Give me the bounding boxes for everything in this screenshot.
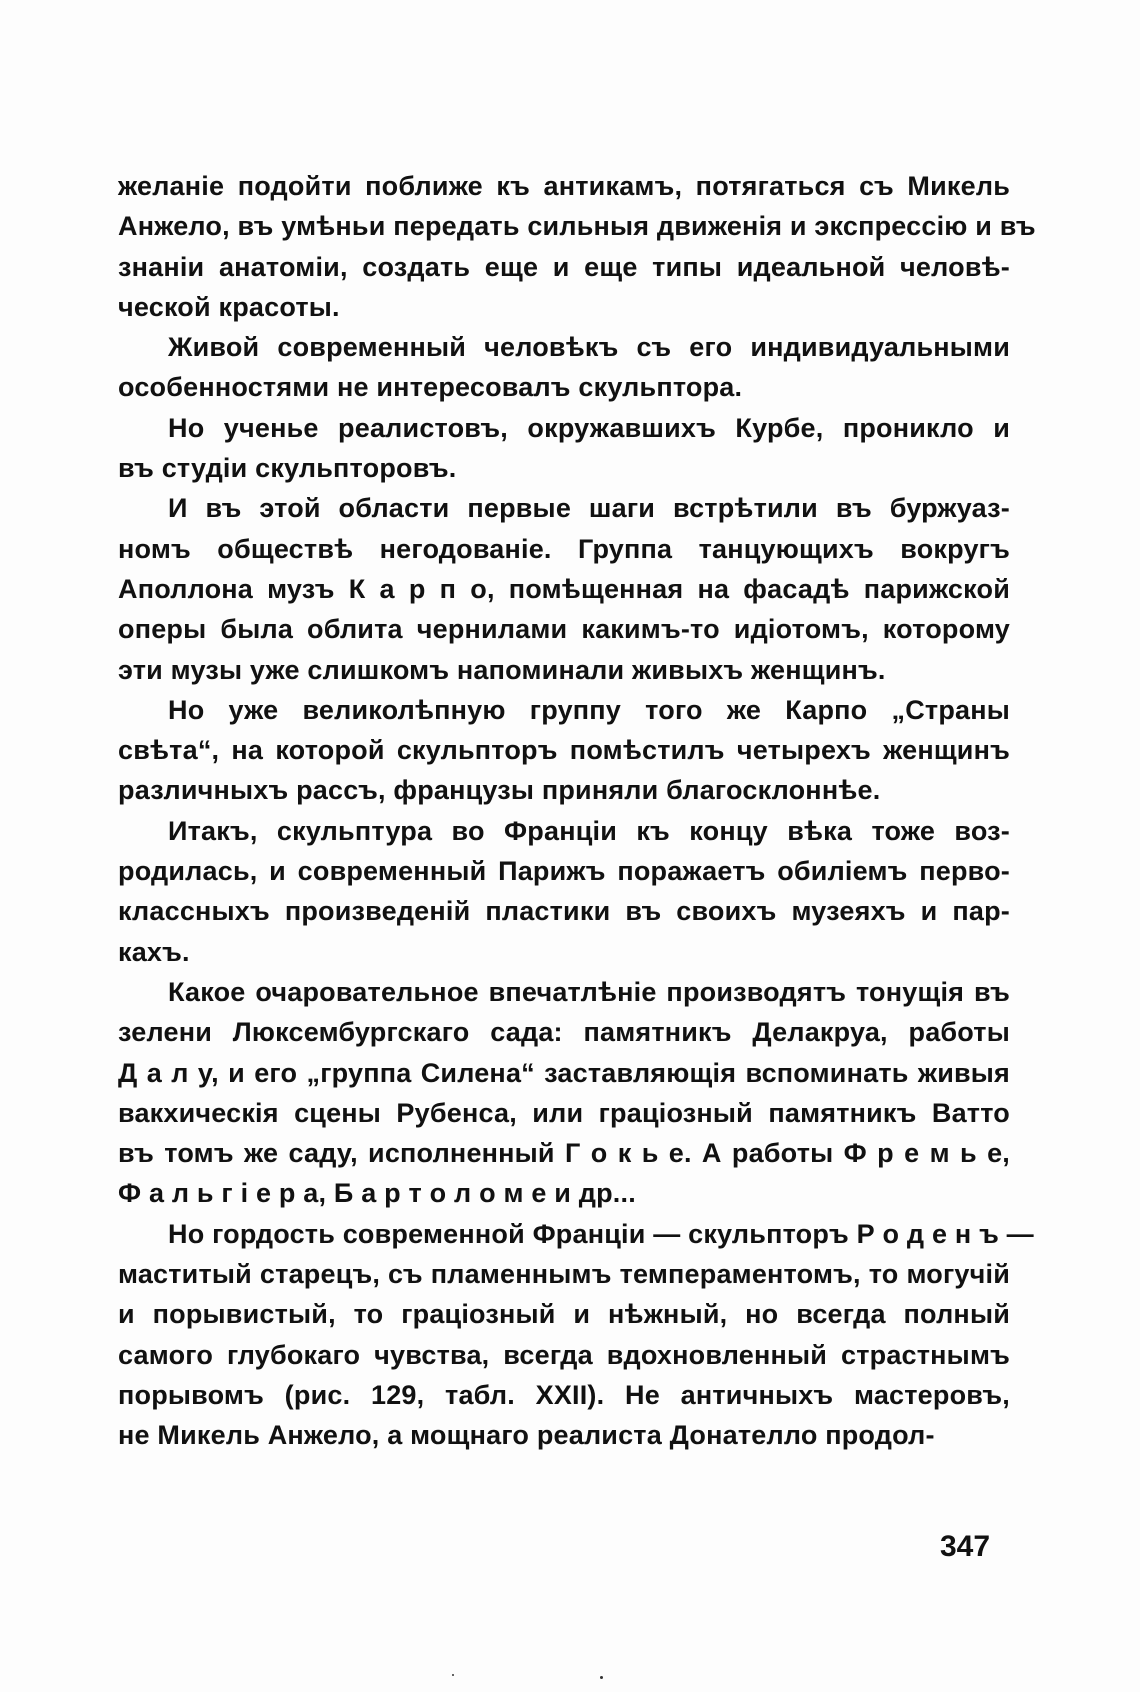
text-line: ческой красоты. — [118, 291, 340, 322]
text-line: Д а л у, и его „группа Силена“ заставляющія вспоминать живыя — [118, 1057, 1010, 1088]
text-line: знаніи анатоміи, создать еще и еще типы идеальной человѣ- — [118, 251, 1010, 282]
text-line: въ студіи скульпторовъ. — [118, 453, 457, 484]
print-speck — [452, 1674, 454, 1676]
text-line: свѣта“, на которой скульпторъ помѣстилъ четырехъ женщинъ — [118, 735, 1010, 766]
page-number: 347 — [940, 1530, 991, 1563]
paragraph — [118, 690, 1010, 811]
text-line: зелени Люксембургскаго сада: памятникъ Делакруа, работы — [118, 1017, 1010, 1048]
text-line: различныхъ рассъ, французы приняли благосклоннѣе. — [118, 775, 881, 806]
text-line: и порывистый, то граціозный и нѣжный, но всегда полный — [118, 1299, 1010, 1330]
text-line: особенностями не интересовалъ скульптора. — [118, 372, 743, 403]
text-line: Итакъ, скульптура во Франціи къ концу вѣка тоже воз- — [168, 815, 1010, 846]
paragraph — [118, 408, 1010, 489]
text-line: маститый старецъ, съ пламеннымъ темпераментомъ, то могучій — [118, 1259, 1010, 1290]
text-line: Анжело, въ умѣньи передать сильныя движенія и экспрессію и въ — [118, 211, 1036, 242]
text-line: родилась, и современный Парижъ поражаетъ обиліемъ перво- — [118, 856, 1010, 887]
text-line: вакхическія сцены Рубенса, или граціозный памятникъ Ватто — [118, 1097, 1010, 1128]
text-line: эти музы уже слишкомъ напоминали живыхъ женщинъ. — [118, 654, 886, 685]
paragraph — [118, 327, 1010, 408]
paragraph — [118, 166, 1036, 327]
text-line: Какое очаровательное впечатлѣніе производятъ тонущія въ — [168, 976, 1010, 1007]
paragraph — [118, 488, 1010, 689]
paragraph — [118, 811, 1010, 972]
text-line: Живой современный человѣкъ съ его индивидуальными — [168, 332, 1010, 363]
text-line: номъ обществѣ негодованіе. Группа танцующихъ вокругъ — [118, 533, 1010, 564]
body-text — [118, 166, 1036, 1456]
paragraph — [118, 972, 1010, 1214]
print-speck — [600, 1676, 603, 1679]
text-line: классныхъ произведеній пластики въ своихъ музеяхъ и пар- — [118, 896, 1010, 927]
text-line: Но ученье реалистовъ, окружавшихъ Курбе, проникло и — [168, 412, 1010, 443]
text-line: порывомъ (рис. 129, табл. XXII). Не античныхъ мастеровъ, — [118, 1379, 1010, 1410]
text-line: самого глубокаго чувства, всегда вдохновленный страстнымъ — [118, 1339, 1010, 1370]
text-line: Но гордость современной Франціи — скульпторъ Р о д е н ъ — — [168, 1218, 1034, 1249]
text-line: Но уже великолѣпную группу того же Карпо „Страны — [168, 694, 1010, 725]
text-line: кахъ. — [118, 936, 190, 967]
text-line: И въ этой области первые шаги встрѣтили въ буржуаз- — [168, 493, 1010, 524]
text-line: въ томъ же саду, исполненный Г о к ь е. А работы Ф р е м ь е, — [118, 1138, 1010, 1169]
text-line: не Микель Анжело, а мощнаго реалиста Донателло продол- — [118, 1420, 935, 1451]
text-line: Ф а л ь г і е р а, Б а р т о л о м е и др... — [118, 1178, 636, 1209]
paragraph — [118, 1214, 1034, 1456]
text-line: желаніе подойти поближе къ антикамъ, потягаться съ Микель — [118, 171, 1010, 201]
text-line: оперы была облита чернилами какимъ-то идіотомъ, которому — [118, 614, 1010, 645]
text-line: Аполлона музъ К а р п о, помѣщенная на фасадѣ парижской — [118, 573, 1010, 604]
